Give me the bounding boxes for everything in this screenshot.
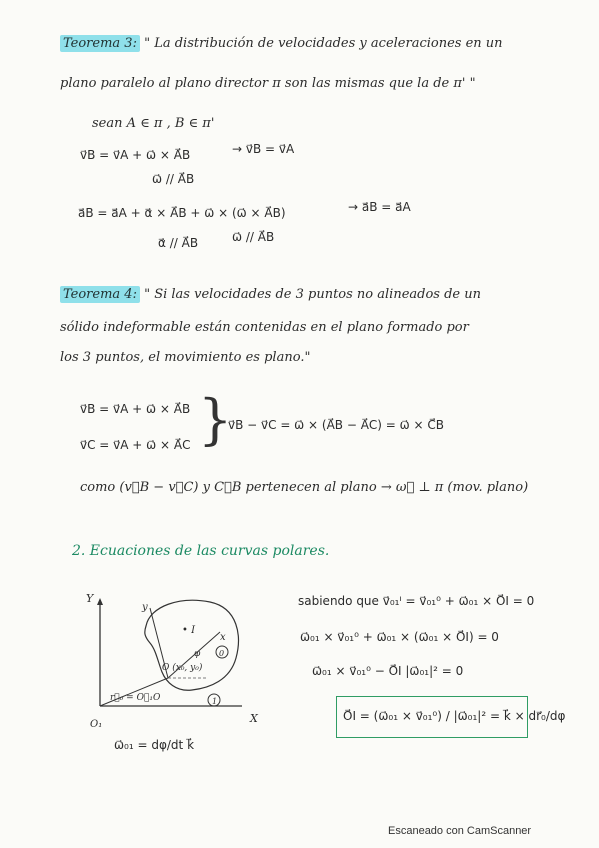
omega-def: ω⃗₀₁ = dφ/dt k⃗ (114, 738, 195, 752)
t4-eqC: v⃗C = v⃗A + ω⃗ × A⃗C (80, 438, 191, 452)
vel-eq: v⃗B = v⃗A + ω⃗ × A⃗B (80, 148, 191, 162)
como-line: como (v⃗B − v⃗C) y C⃗B pertenecen al plano → ω⃗ ⊥ π (mov. plano) (80, 480, 529, 495)
t4-combined: v⃗B − v⃗C = ω⃗ × (A⃗B − A⃗C) = ω⃗ × C⃗B (228, 418, 445, 432)
t4-eqB: v⃗B = v⃗A + ω⃗ × A⃗B (80, 402, 191, 416)
vel-cond: ω⃗ // A⃗B (152, 172, 195, 186)
teorema4-line1 (60, 287, 481, 302)
teorema4-line2: sólido indeformable están contenidas en el plano formado por (60, 320, 469, 335)
point-I: • I (182, 625, 196, 636)
body-outline (145, 600, 239, 690)
teorema4-text1: " Si las velocidades de 3 puntos no alineados de un (144, 287, 481, 302)
y-axis-label: Y (86, 592, 94, 605)
teorema3-text1: " La distribución de velocidades y aceleraciones en un (144, 36, 503, 51)
circle-0-label: 0 (219, 649, 225, 658)
r0-label: r⃗₀ = O⃗₁O (110, 693, 161, 703)
scanner-footer: Escaneado con CamScanner (388, 825, 532, 837)
teorema3-line1 (60, 36, 503, 51)
teorema3-label: Teorema 3: (60, 35, 140, 52)
teorema4-line3: los 3 puntos, el movimiento es plano." (60, 350, 311, 365)
circle-1-label: 1 (212, 697, 218, 706)
eq-sabiendo: sabiendo que v⃗₀₁ᴵ = v⃗₀₁⁰ + ω⃗₀₁ × O⃗I = 0 (298, 594, 535, 608)
acc-result: → a⃗B = a⃗A (348, 200, 411, 214)
body-x-label: x (220, 632, 226, 643)
brace: } (198, 388, 233, 451)
teorema3-line2: plano paralelo al plano director π son las mismas que la de π' " (60, 76, 476, 91)
phi-label: φ (194, 649, 201, 659)
acc-cond1: α⃗ // A⃗B (158, 236, 199, 250)
boxed-result (336, 696, 566, 738)
point-O-label: O (x₀, y₀) (162, 663, 203, 673)
origin-label: O₁ (90, 719, 103, 730)
eq-line2: ω⃗₀₁ × v⃗₀₁⁰ + ω⃗₀₁ × (ω⃗₀₁ × O⃗I) = 0 (300, 630, 499, 644)
x-axis-label: X (250, 712, 258, 725)
body-y-label: y (142, 602, 148, 613)
acc-cond2: ω⃗ // A⃗B (232, 230, 275, 244)
section2-title: 2. Ecuaciones de las curvas polares. (72, 543, 330, 559)
sean-line: sean A ∈ π , B ∈ π' (92, 116, 215, 131)
acc-eq: a⃗B = a⃗A + α⃗ × A⃗B + ω⃗ × (ω⃗ × A⃗B) (78, 206, 286, 220)
polar-curves-diagram (80, 588, 280, 738)
eq-boxed: O⃗I = (ω⃗₀₁ × v⃗₀₁⁰) / |ω⃗₀₁|² = k⃗ × dr⃗₀/dφ (343, 709, 566, 723)
vel-result: → v⃗B = v⃗A (232, 142, 295, 156)
teorema4-label: Teorema 4: (60, 286, 140, 303)
y-axis-arrow (97, 598, 103, 605)
eq-line3: ω⃗₀₁ × v⃗₀₁⁰ − O⃗I |ω⃗₀₁|² = 0 (312, 664, 464, 678)
